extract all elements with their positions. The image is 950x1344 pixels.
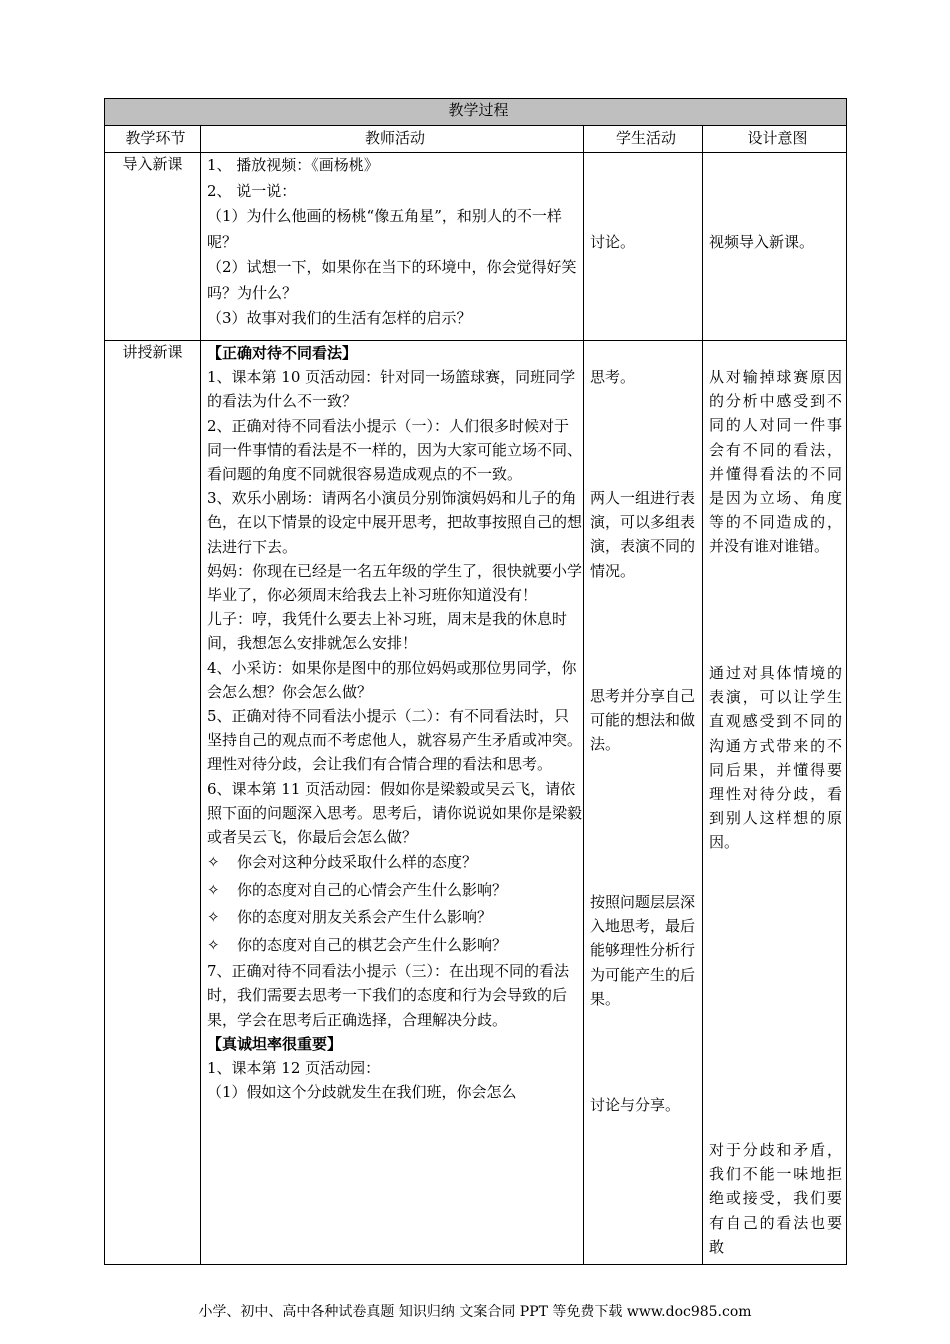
teacher-activity-intro (201, 153, 584, 341)
activity-item: （1）假如这个分歧就发生在我们班，你会怎么 (207, 1083, 517, 1102)
bullet-item: ✧ 你的态度对自己的心情会产生什么影响？ (207, 877, 583, 905)
section-heading: 【正确对待不同看法】 (207, 344, 358, 362)
design-intent-lecture: 从对输掉球赛原因的分析中感受到不同的人对同一件事会有不同的看法，并懂得看法的不同是因为立场、角度等的不同造成的，并没有谁对谁错。 通过对具体情境的表演，可以让学生直观感受到不同的沟通方式带来的不同后果，并懂得要理性对待分歧，看到别人这样想的原因。 对于分歧和矛盾，我们不能一味地拒绝或接受，我们要有自己的看法也要敢 (703, 341, 847, 1265)
activity-item: 妈妈：你现在已经是一名五年级的学生了，很快就要小学毕业了，你必须周末给我去上补习班你知道没有！ (207, 561, 583, 605)
intro-line: （3）故事对我们的生活有怎样的启示？ (207, 309, 472, 327)
stage-intro: 导入新课 (105, 153, 201, 341)
activity-item: 3、欢乐小剧场：请两名小演员分别饰演妈妈和儿子的角色，在以下情景的设定中展开思考，把故事按照自己的想法进行下去。 (207, 489, 583, 556)
table-row-lecture (105, 341, 847, 1265)
diamond-bullet-icon: ✧ (207, 880, 220, 899)
header-intent: 设计意图 (703, 126, 847, 153)
intro-line: 2、 说一说： (207, 181, 297, 200)
intro-line: （1）为什么他画的杨桃“像五角星”，和别人的不一样呢？ (207, 207, 562, 251)
table-header-row (105, 126, 847, 153)
intro-line: （2）试想一下，如果你在当下的环境中，你会觉得好笑吗？为什么？ (207, 258, 577, 302)
activity-item: 儿子：哼，我凭什么要去上补习班，周末是我的休息时间，我想怎么安排就怎么安排！ (207, 610, 568, 653)
teacher-activity-lecture (201, 341, 584, 1265)
stage-lecture: 讲授新课 (105, 341, 201, 1265)
page-footer: 小学、初中、高中各种试卷真题 知识归纳 文案合同 PPT 等免费下载 www.doc985.com (198, 1304, 752, 1320)
diamond-bullet-icon: ✧ (207, 908, 220, 927)
table-title: 教学过程 (105, 99, 847, 126)
activity-item: 7、正确对待不同看法小提示（三）：在出现不同的看法时，我们需要去思考一下我们的态度和行为会导致的后果，学会在思考后正确选择，合理解决分歧。 (207, 962, 570, 1029)
activity-item: 4、小采访：如果你是图中的那位妈妈或那位男同学，你会怎么想？你会怎么做？ (207, 658, 577, 701)
design-intent-intro: 视频导入新课。 (703, 153, 847, 341)
student-activity-intro: 讨论。 (584, 153, 703, 341)
header-teacher: 教师活动 (201, 126, 584, 153)
section-heading: 【真诚坦率很重要】 (207, 1034, 343, 1053)
table-row-intro (105, 153, 847, 341)
diamond-bullet-icon: ✧ (207, 935, 220, 954)
activity-item: 1、课本第 12 页活动园： (207, 1059, 381, 1078)
header-stage: 教学环节 (105, 126, 201, 153)
student-activity-lecture: 思考。 两人一组进行表演，可以多组表演，表演不同的情况。 思考并分享自己可能的想法和做法。 按照问题层层深入地思考，最后能够理性分析行为可能产生的后果。 讨论与分享。 (584, 341, 703, 1265)
teaching-process-table (104, 98, 847, 1265)
diamond-bullet-icon: ✧ (207, 853, 220, 872)
activity-item: 6、课本第 11 页活动园：假如你是梁毅或吴云飞，请依照下面的问题深入思考。思考后，请你说说如果你是梁毅或者吴云飞，你最后会怎么做？ (207, 779, 583, 847)
bullet-item: ✧ 你会对这种分歧采取什么样的态度？ (207, 849, 583, 877)
bullet-item: ✧ 你的态度对朋友关系会产生什么影响？ (207, 904, 583, 932)
bullet-item: ✧ 你的态度对自己的棋艺会产生什么影响？ (207, 932, 583, 960)
activity-item: 2、正确对待不同看法小提示（一）：人们很多时候对于同一件事情的看法是不一样的，因为大家可能立场不同、看问题的角度不同就很容易造成观点的不一致。 (207, 416, 583, 484)
header-student: 学生活动 (584, 126, 703, 153)
activity-item: 5、正确对待不同看法小提示（二）：有不同看法时，只坚持自己的观点而不考虑他人，就容易产生矛盾或冲突。理性对待分歧，会让我们有合情合理的看法和思考。 (207, 707, 583, 774)
activity-item: 1、课本第 10 页活动园：针对同一场篮球赛，同班同学的看法为什么不一致？ (207, 368, 576, 411)
intro-line: 1、 播放视频：《画杨桃》 (207, 156, 379, 174)
